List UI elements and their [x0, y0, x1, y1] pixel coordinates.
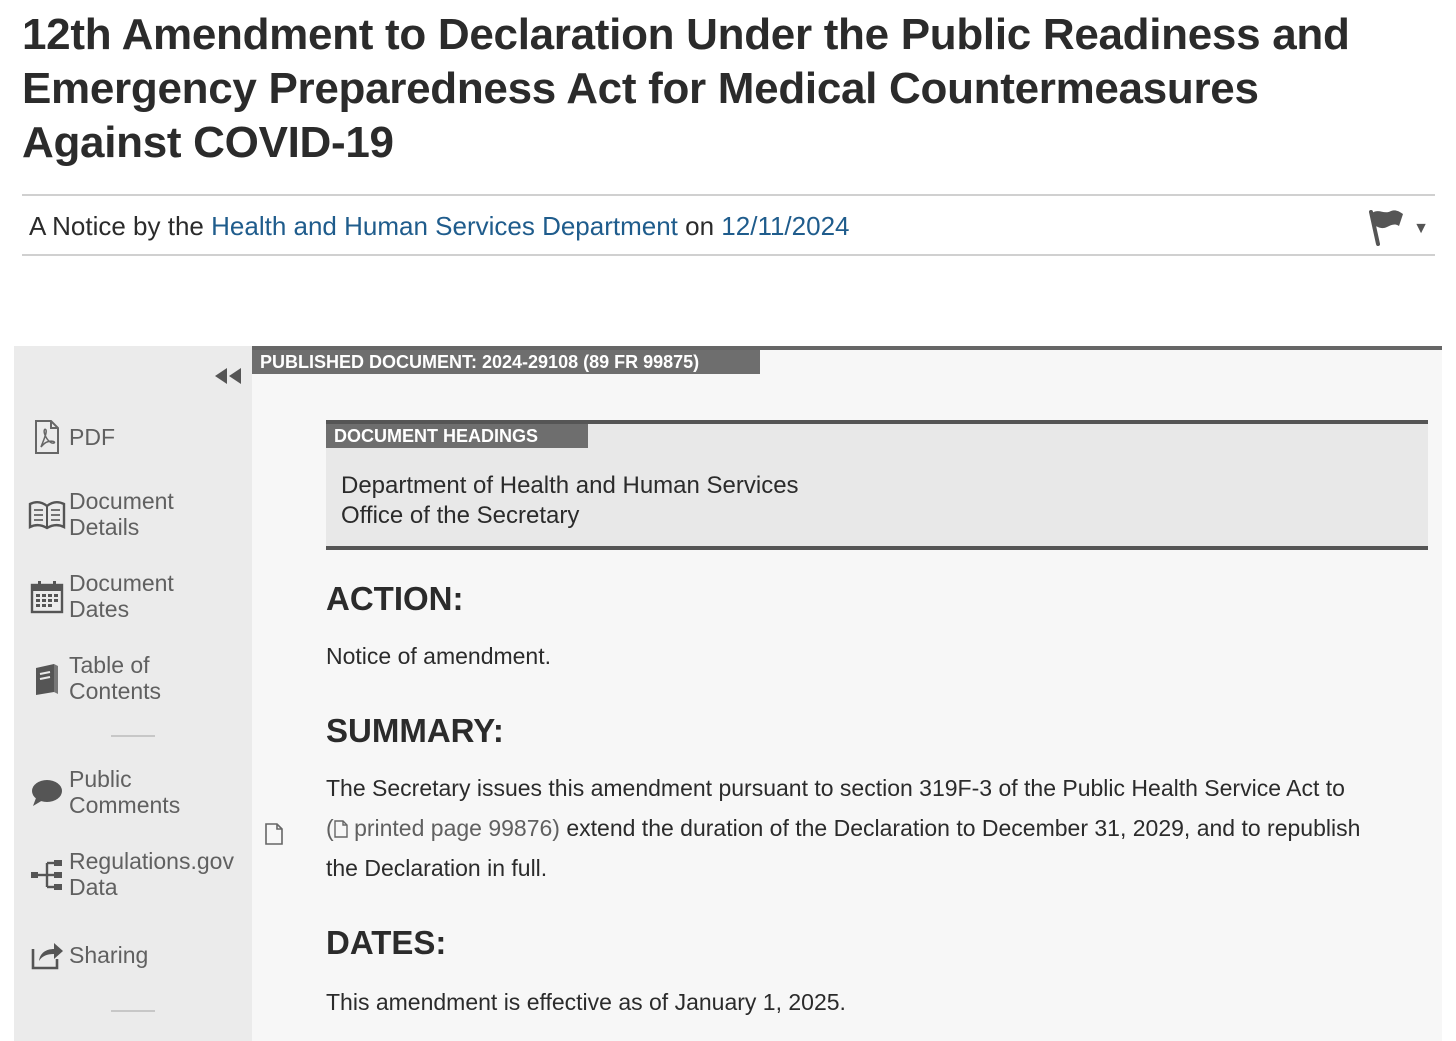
byline-on: on: [685, 211, 715, 241]
summary-close-paren: ): [552, 815, 560, 841]
document-headings-tag: DOCUMENT HEADINGS: [326, 424, 588, 448]
page-marker-icon[interactable]: [264, 822, 284, 851]
sidebar-item-label: PDF: [69, 424, 115, 450]
sidebar-item-label: Table of Contents: [69, 652, 162, 704]
published-document-tag: PUBLISHED DOCUMENT: 2024-29108 (89 FR 99875): [252, 350, 760, 374]
sidebar-item-table-of-contents[interactable]: [28, 652, 252, 704]
sidebar-item-pdf[interactable]: [28, 418, 252, 456]
document-content: [252, 346, 1442, 1041]
dates-text: This amendment is effective as of January 1, 2025.: [326, 989, 846, 1015]
chevron-down-icon: ▼: [1413, 219, 1429, 237]
calendar-icon: [28, 578, 66, 616]
action-heading: ACTION:: [326, 580, 464, 617]
sidebar-item-regulations-gov-data[interactable]: [28, 848, 252, 900]
contents-icon: [28, 660, 66, 698]
agency-name: Department of Health and Human Services: [341, 472, 799, 499]
summary-open-paren: (: [326, 815, 334, 841]
flag-icon: [1365, 206, 1407, 251]
sidebar-item-public-comments[interactable]: [28, 766, 252, 818]
printed-page-link[interactable]: printed page 99876: [354, 815, 553, 841]
summary-heading: SUMMARY:: [326, 712, 504, 749]
summary-text-part: the Declaration in full.: [326, 855, 548, 881]
summary-text-part: extend the duration of the Declaration to December 31, 2029, and to republish: [566, 815, 1361, 841]
collapse-sidebar-icon[interactable]: [213, 366, 243, 391]
publication-date-link[interactable]: 12/11/2024: [721, 211, 850, 241]
sidebar-item-document-dates[interactable]: [28, 570, 252, 622]
action-text: Notice of amendment.: [326, 643, 552, 669]
sidebar-item-document-details[interactable]: [28, 488, 252, 540]
pdf-icon: [28, 418, 66, 456]
summary-text: [326, 768, 1416, 888]
byline-prefix: A Notice by the: [29, 211, 204, 241]
sidebar-item-label: Public Comments: [69, 766, 181, 818]
sidebar-divider: [111, 735, 155, 737]
summary-text-part: The Secretary issues this amendment pursuant to section 319F-3 of the Public Health Service Act to: [326, 775, 1345, 801]
document-headings-box: [326, 420, 1428, 550]
sidebar-item-sharing[interactable]: [28, 936, 252, 974]
printed-page-icon: [334, 815, 348, 841]
flag-menu[interactable]: [1365, 206, 1429, 251]
share-icon: [28, 936, 66, 974]
byline-text: [29, 211, 850, 242]
byline: [22, 194, 1435, 256]
tree-icon: [28, 856, 66, 894]
comment-icon: [28, 774, 66, 812]
agency-link[interactable]: Health and Human Services Department: [211, 211, 678, 241]
book-icon: [28, 496, 66, 534]
sidebar: [14, 346, 252, 1041]
sidebar-item-label: Regulations.gov Data: [69, 848, 234, 900]
sidebar-item-label: Document Dates: [69, 570, 174, 622]
sidebar-item-label: Sharing: [69, 942, 149, 968]
dates-heading: DATES:: [326, 924, 447, 961]
sub-agency-name: Office of the Secretary: [341, 502, 580, 529]
page-title: 12th Amendment to Declaration Under the Public Readiness and Emergency Preparedness Act for Medical Countermeasures Against COVID-19: [22, 10, 1350, 167]
sidebar-divider: [111, 1010, 155, 1012]
sidebar-item-label: Document Details: [69, 488, 174, 540]
